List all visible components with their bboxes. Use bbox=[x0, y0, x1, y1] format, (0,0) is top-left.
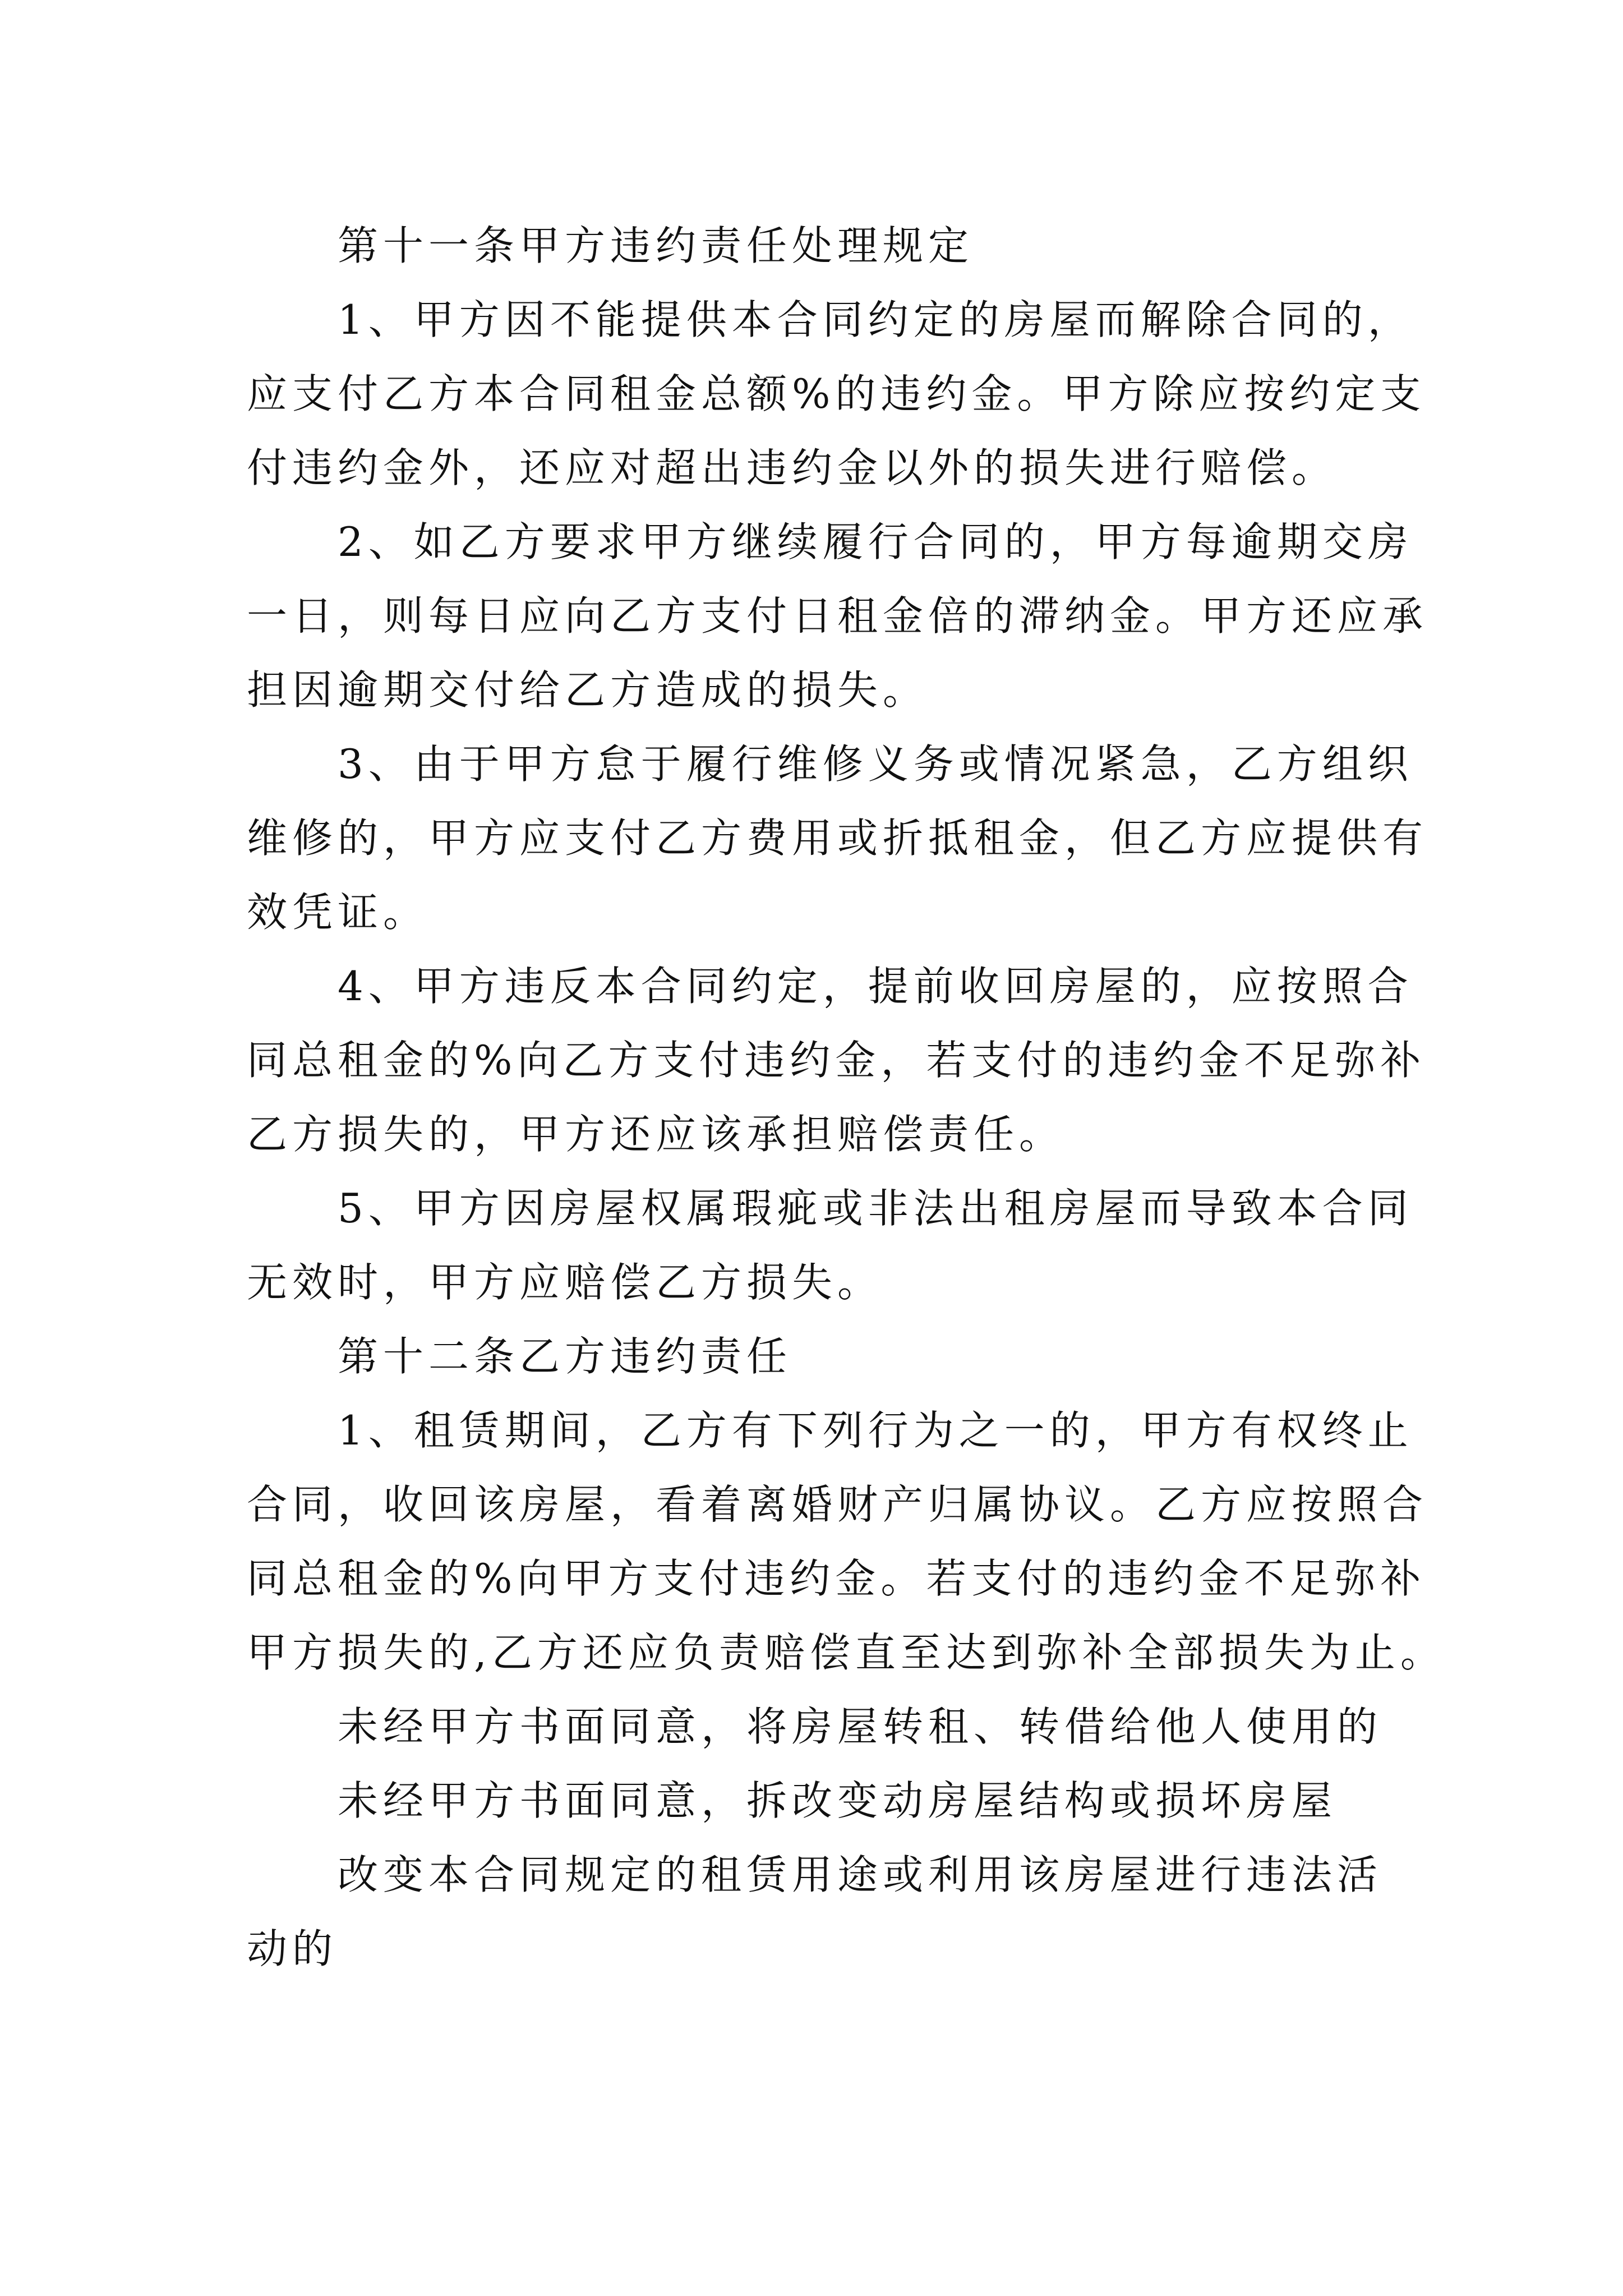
paragraph-line: 担因逾期交付给乙方造成的损失。 bbox=[247, 666, 929, 714]
paragraph-line: 4、甲方违反本合同约定，提前收回房屋的，应按照合 bbox=[338, 963, 1413, 1010]
paragraph-line: 同总租金的%向乙方支付违约金，若支付的违约金不足弥补 bbox=[247, 1037, 1426, 1084]
paragraph-line: 效凭证。 bbox=[247, 889, 429, 936]
paragraph-line: 维修的，甲方应支付乙方费用或折抵租金，但乙方应提供有 bbox=[247, 815, 1428, 862]
paragraph-line: 无效时，甲方应赔偿乙方损失。 bbox=[247, 1259, 883, 1306]
article-12-heading: 第十二条乙方违约责任 bbox=[338, 1333, 792, 1380]
paragraph-line: 乙方损失的，甲方还应该承担赔偿责任。 bbox=[247, 1111, 1065, 1158]
article-11-heading: 第十一条甲方违约责任处理规定 bbox=[338, 222, 974, 269]
paragraph-line: 5、甲方因房屋权属瑕疵或非法出租房屋而导致本合同 bbox=[338, 1185, 1413, 1232]
paragraph-line: 合同，收回该房屋，看着离婚财产归属协议。乙方应按照合 bbox=[247, 1481, 1428, 1528]
paragraph-line: 同总租金的%向甲方支付违约金。若支付的违约金不足弥补 bbox=[247, 1555, 1426, 1602]
paragraph-line: 3、由于甲方怠于履行维修义务或情况紧急，乙方组织 bbox=[338, 740, 1413, 788]
paragraph-line: 2、如乙方要求甲方继续履行合同的，甲方每逾期交房 bbox=[338, 518, 1413, 565]
list-item-continuation: 动的 bbox=[247, 1925, 338, 1972]
list-item: 未经甲方书面同意，将房屋转租、转借给他人使用的 bbox=[338, 1703, 1383, 1750]
paragraph-line: 一日，则每日应向乙方支付日租金倍的滞纳金。甲方还应承 bbox=[247, 592, 1428, 639]
list-item: 未经甲方书面同意，拆改变动房屋结构或损坏房屋 bbox=[338, 1777, 1338, 1824]
paragraph-line: 甲方损失的,乙方还应负责赔偿直至达到弥补全部损失为止。 bbox=[247, 1629, 1446, 1676]
list-item: 改变本合同规定的租赁用途或利用该房屋进行违法活 bbox=[338, 1851, 1383, 1898]
paragraph-line: 付违约金外，还应对超出违约金以外的损失进行赔偿。 bbox=[247, 444, 1338, 491]
paragraph-line: 应支付乙方本合同租金总额%的违约金。甲方除应按约定支 bbox=[247, 370, 1426, 417]
paragraph-line: 1、甲方因不能提供本合同约定的房屋而解除合同的， bbox=[338, 296, 1413, 343]
document-body bbox=[247, 209, 1446, 1986]
paragraph-line: 1、租赁期间，乙方有下列行为之一的，甲方有权终止 bbox=[338, 1407, 1413, 1454]
